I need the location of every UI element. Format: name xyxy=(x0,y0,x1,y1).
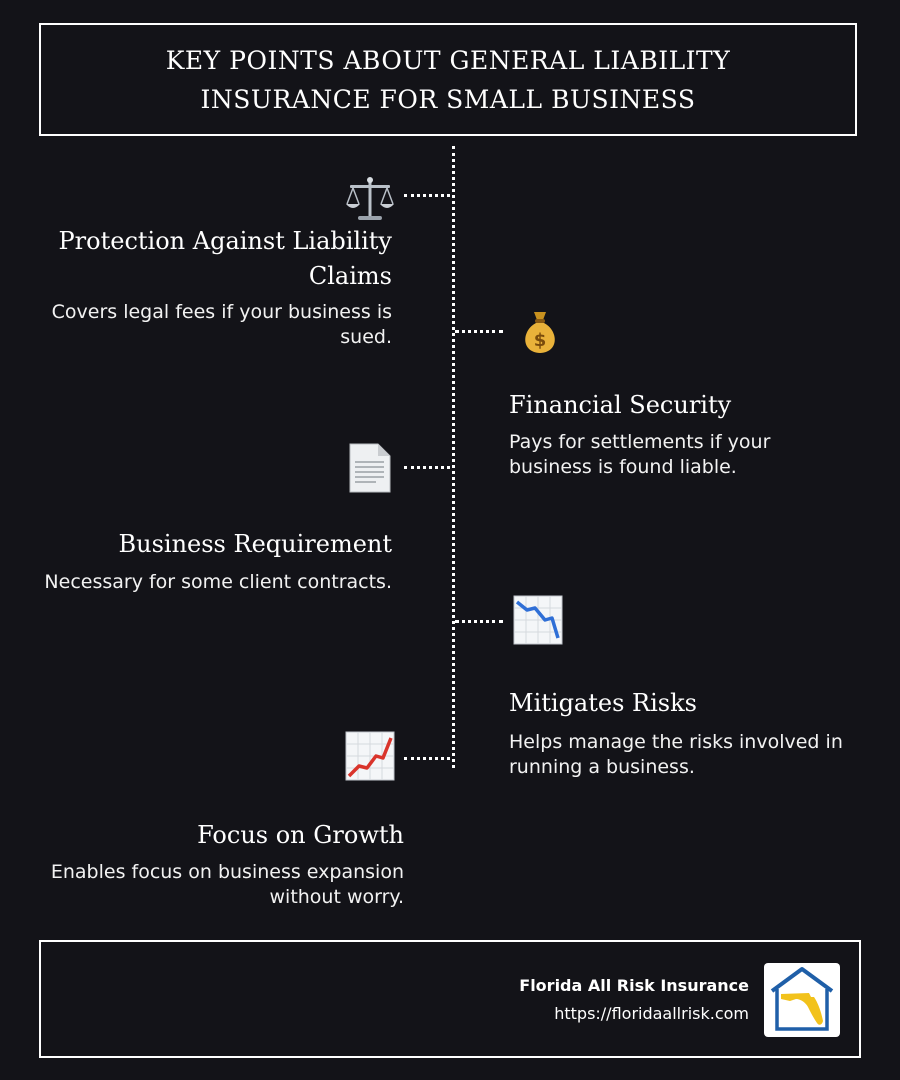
connector-2 xyxy=(455,330,503,333)
connector-3 xyxy=(404,466,450,469)
svg-text:$: $ xyxy=(533,330,547,351)
connector-5 xyxy=(404,757,450,760)
item-title-4: Mitigates Risks xyxy=(509,689,697,717)
header-box xyxy=(39,23,857,136)
connector-4 xyxy=(455,620,503,623)
company-logo-icon xyxy=(764,963,840,1037)
connector-1 xyxy=(404,194,450,197)
item-description-5: Enables focus on business expansion without worry. xyxy=(50,861,404,908)
item-title-3: Business Requirement xyxy=(118,530,392,558)
item-description-4: Helps manage the risks involved in running a business. xyxy=(509,731,843,778)
item-description-3: Necessary for some client contracts. xyxy=(44,571,392,593)
item-title-1: Protection Against Liability Claims xyxy=(58,227,392,290)
page-title: KEY POINTS ABOUT GENERAL LIABILITY INSURANCE FOR SMALL BUSINESS xyxy=(165,45,731,114)
balance-scale-icon xyxy=(344,174,396,226)
footer-url[interactable]: https://floridaallrisk.com xyxy=(554,1004,749,1023)
chart-decreasing-icon xyxy=(512,594,564,646)
item-description-2: Pays for settlements if your business is found liable. xyxy=(509,431,771,478)
item-description-1: Covers legal fees if your business is sued. xyxy=(51,301,392,348)
chart-increasing-icon xyxy=(344,730,396,782)
footer-company-name: Florida All Risk Insurance xyxy=(519,976,749,995)
footer-box xyxy=(39,940,861,1058)
item-title-5: Focus on Growth xyxy=(197,821,404,849)
item-title-2: Financial Security xyxy=(509,391,732,419)
document-icon xyxy=(344,442,396,494)
timeline-line xyxy=(452,146,455,768)
money-bag-icon xyxy=(514,306,566,358)
